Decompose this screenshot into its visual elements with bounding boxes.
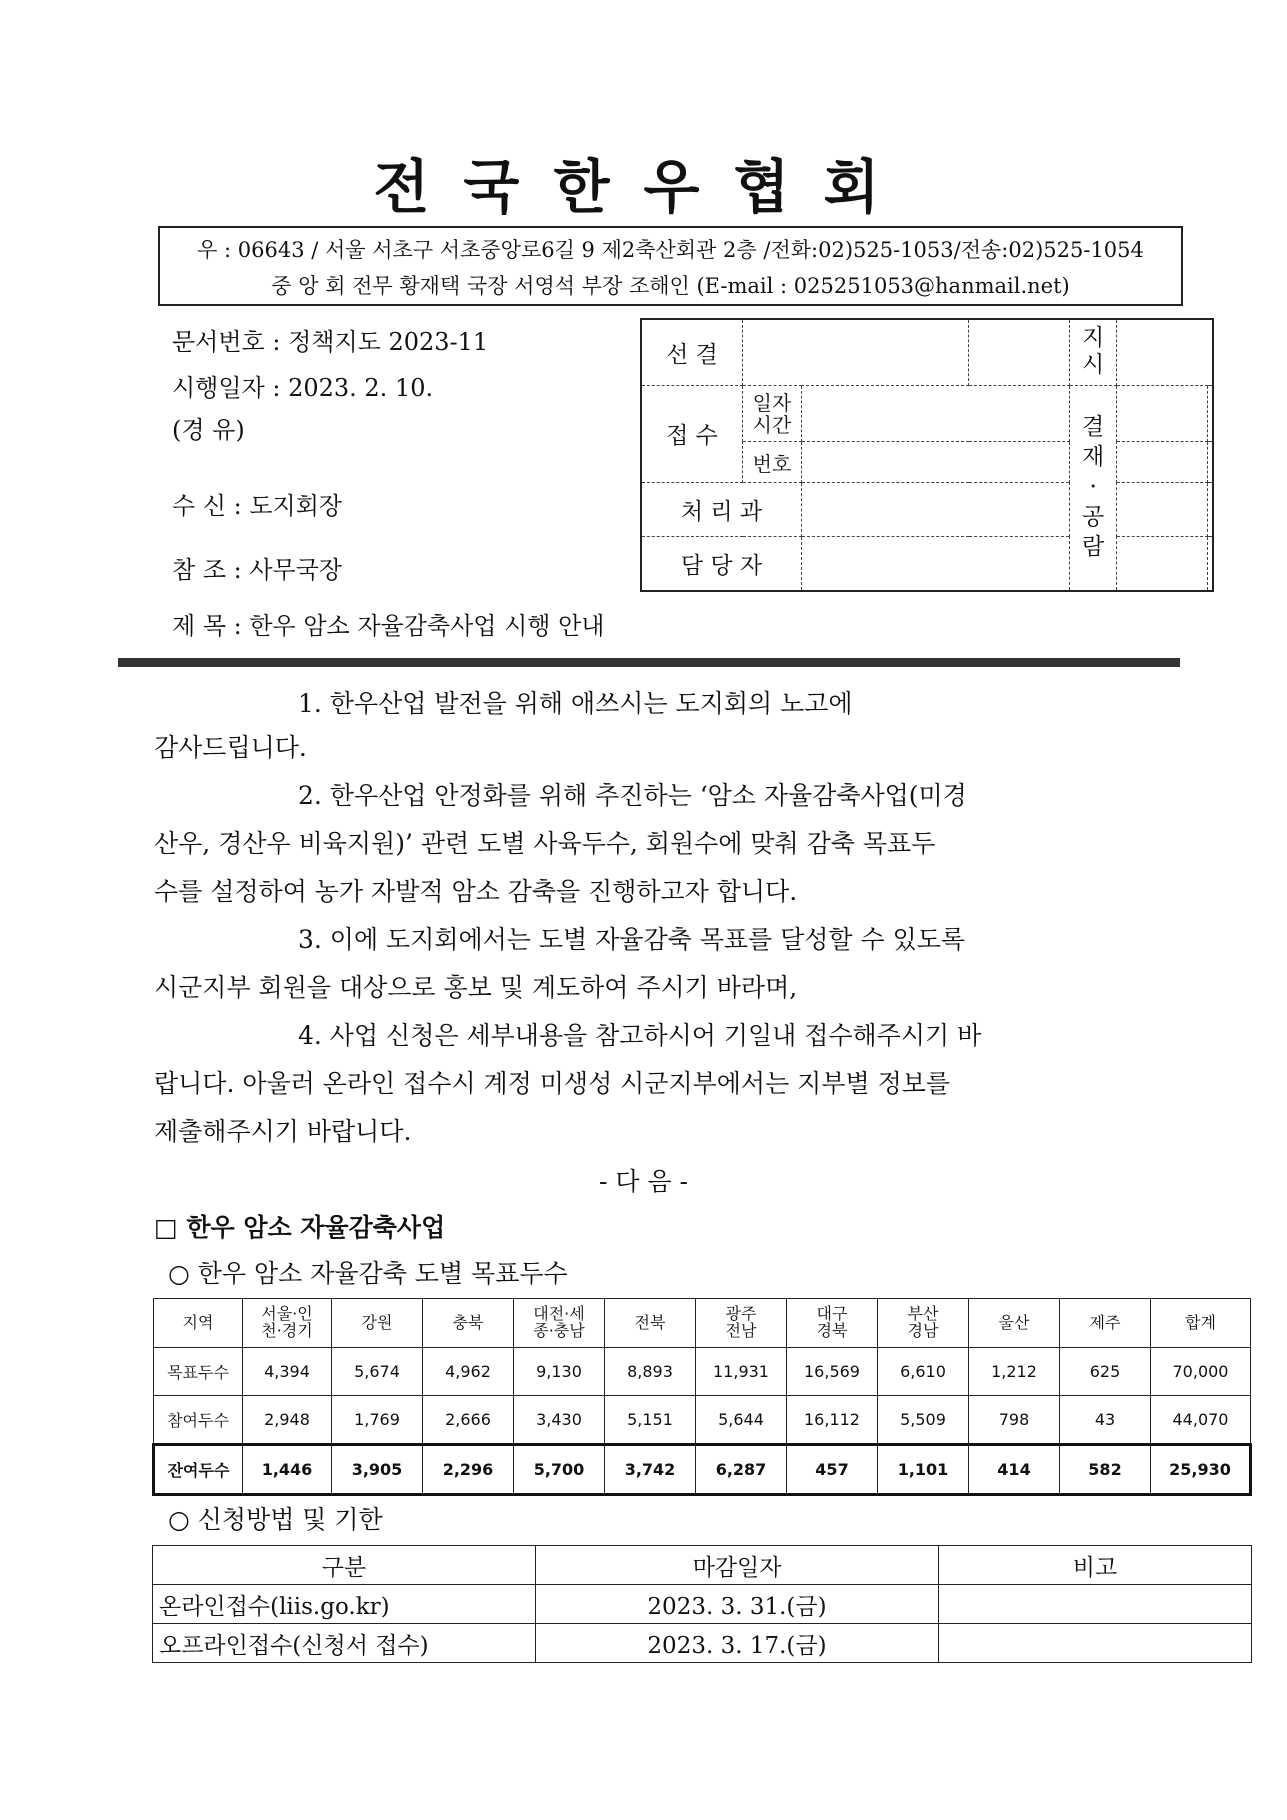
- approval-cell: [1208, 482, 1213, 536]
- table-cell: 1,446: [243, 1445, 332, 1495]
- table-cell: 16,112: [787, 1396, 878, 1445]
- contact-line: 중 앙 회 전무 황재택 국장 서영석 부장 조해인 (E-mail : 025251053@hanmail.net): [271, 274, 1070, 298]
- table-cell: 목표두수: [154, 1348, 243, 1396]
- table-header-cell: 전북: [605, 1299, 696, 1348]
- paragraph-4-line-2: 랍니다. 아울러 온라인 접수시 계정 미생성 시군지부에서는 지부별 정보를: [154, 1069, 951, 1098]
- table-header-cell: 서울·인 천·경기: [243, 1299, 332, 1348]
- issue-date: 시행일자 : 2023. 2. 10.: [172, 374, 434, 402]
- approval-cell: [1117, 442, 1208, 482]
- address-box: [158, 226, 1183, 306]
- table-cell: 2,666: [423, 1396, 514, 1445]
- table-cell: 70,000: [1151, 1348, 1251, 1396]
- table-cell: 온라인접수(liis.go.kr): [153, 1585, 536, 1624]
- table-cell: 5,674: [332, 1348, 423, 1396]
- gyeoljae-label: 결재·공람: [1070, 385, 1117, 591]
- paragraph-2-line-3: 수를 설정하여 농가 자발적 암소 감축을 진행하고자 합니다.: [154, 877, 798, 906]
- table-cell: 798: [969, 1396, 1060, 1445]
- table-header-cell: 지역: [154, 1299, 243, 1348]
- cheorigwa-label: 처 리 과: [641, 482, 802, 536]
- target-table-header-row: [154, 1299, 1251, 1348]
- table-cell: 1,769: [332, 1396, 423, 1445]
- table-cell: 오프라인접수(신청서 접수): [153, 1624, 536, 1663]
- table-cell: 16,569: [787, 1348, 878, 1396]
- table-header-cell: 부산 경남: [878, 1299, 969, 1348]
- paragraph-2-line-1: 2. 한우산업 안정화를 위해 추진하는 ‘암소 자율감축사업(미경: [298, 781, 967, 810]
- table-header-cell: 구분: [153, 1546, 536, 1585]
- approval-cell: [1208, 537, 1213, 591]
- approval-cell: [802, 482, 1070, 536]
- table-header-cell: 제주: [1060, 1299, 1151, 1348]
- table-cell: 3,905: [332, 1445, 423, 1495]
- target-table: [152, 1298, 1252, 1496]
- approval-cell: [743, 319, 969, 385]
- table-cell: 582: [1060, 1445, 1151, 1495]
- table-cell: 4,394: [243, 1348, 332, 1396]
- table-cell: 11,931: [696, 1348, 787, 1396]
- paragraph-4-line-3: 제출해주시기 바랍니다.: [154, 1117, 412, 1146]
- paragraph-4-line-1: 4. 사업 신청은 세부내용을 참고하시어 기일내 접수해주시기 바: [298, 1021, 982, 1050]
- subject: 제 목 : 한우 암소 자율감축사업 시행 안내: [172, 612, 605, 640]
- table-cell: 2023. 3. 31.(금): [536, 1585, 939, 1624]
- approval-cell: [1117, 482, 1208, 536]
- table-cell: 414: [969, 1445, 1060, 1495]
- approval-table: [640, 318, 1214, 592]
- table-cell: 625: [1060, 1348, 1151, 1396]
- approval-cell: [1208, 385, 1213, 441]
- paragraph-1-line-1: 1. 한우산업 발전을 위해 애쓰시는 도지회의 노고에: [298, 689, 853, 718]
- paragraph-1-line-2: 감사드립니다.: [154, 733, 307, 762]
- approval-cell: [802, 442, 1070, 482]
- approval-cell: [969, 319, 1070, 385]
- ilja-sigan-label: 일자 시간: [743, 385, 802, 441]
- jisi-label: 지시: [1070, 319, 1117, 385]
- table-cell: [939, 1585, 1252, 1624]
- table-cell: 457: [787, 1445, 878, 1495]
- table-cell: 3,742: [605, 1445, 696, 1495]
- approval-cell: [1117, 385, 1208, 441]
- seon-gyeol-label: 선 결: [641, 319, 743, 385]
- table-header-cell: 울산: [969, 1299, 1060, 1348]
- divider: [118, 658, 1180, 667]
- via-field: (경 유): [172, 416, 245, 444]
- table-cell: 5,151: [605, 1396, 696, 1445]
- organization-title: 전국한우협회: [373, 153, 914, 221]
- table-cell: 43: [1060, 1396, 1151, 1445]
- table-cell: 1,101: [878, 1445, 969, 1495]
- table-row: [154, 1348, 1251, 1396]
- table-cell: [939, 1624, 1252, 1663]
- paragraph-2-line-2: 산우, 경산우 비육지원)’ 관련 도별 사육두수, 회원수에 맞춰 감축 목표두: [154, 829, 936, 858]
- table-cell: 6,287: [696, 1445, 787, 1495]
- table-header-cell: 합계: [1151, 1299, 1251, 1348]
- table-cell: 25,930: [1151, 1445, 1251, 1495]
- subheading-apply: ○ 신청방법 및 기한: [168, 1505, 383, 1534]
- approval-cell: [1117, 537, 1208, 591]
- reference: 참 조 : 사무국장: [172, 556, 343, 584]
- table-header-cell: 대전·세 종·충남: [514, 1299, 605, 1348]
- table-cell: 5,700: [514, 1445, 605, 1495]
- table-row-remaining: [154, 1445, 1251, 1495]
- apply-table-header-row: [153, 1546, 1252, 1585]
- address-line: 우 : 06643 / 서울 서초구 서초중앙로6길 9 제2축산회관 2층 /전화:02)525-1053/전송:02)525-1054: [197, 238, 1144, 262]
- table-header-cell: 강원: [332, 1299, 423, 1348]
- table-cell: 44,070: [1151, 1396, 1251, 1445]
- table-header-cell: 비고: [939, 1546, 1252, 1585]
- table-header-cell: 충북: [423, 1299, 514, 1348]
- paragraph-3-line-1: 3. 이에 도지회에서는 도별 자율감축 목표를 달성할 수 있도록: [298, 925, 966, 954]
- table-cell: 8,893: [605, 1348, 696, 1396]
- table-cell: 참여두수: [154, 1396, 243, 1445]
- table-cell: 9,130: [514, 1348, 605, 1396]
- table-header-cell: 광주 전남: [696, 1299, 787, 1348]
- table-header-cell: 대구 경북: [787, 1299, 878, 1348]
- table-cell: 5,509: [878, 1396, 969, 1445]
- table-cell: 6,610: [878, 1348, 969, 1396]
- table-cell: 2023. 3. 17.(금): [536, 1624, 939, 1663]
- damdangja-label: 담 당 자: [641, 537, 802, 591]
- section-heading: □ 한우 암소 자율감축사업: [154, 1213, 446, 1242]
- table-cell: 3,430: [514, 1396, 605, 1445]
- apply-table: [152, 1545, 1252, 1663]
- table-header-cell: 마감일자: [536, 1546, 939, 1585]
- subheading-target: ○ 한우 암소 자율감축 도별 목표두수: [168, 1259, 568, 1288]
- jeopsu-label: 접 수: [641, 385, 743, 482]
- table-row: [154, 1396, 1251, 1445]
- table-cell: 5,644: [696, 1396, 787, 1445]
- daum-marker: - 다 음 -: [598, 1167, 689, 1196]
- approval-cell: [1117, 319, 1213, 385]
- approval-cell: [802, 385, 1070, 441]
- table-row: [153, 1624, 1252, 1663]
- table-cell: 2,948: [243, 1396, 332, 1445]
- table-cell: 4,962: [423, 1348, 514, 1396]
- beonho-label: 번호: [743, 442, 802, 482]
- approval-cell: [1208, 442, 1213, 482]
- recipient: 수 신 : 도지회장: [172, 492, 343, 520]
- table-cell: 2,296: [423, 1445, 514, 1495]
- document-number: 문서번호 : 정책지도 2023-11: [172, 328, 489, 356]
- approval-cell: [802, 537, 1070, 591]
- table-row: [153, 1585, 1252, 1624]
- table-cell: 잔여두수: [154, 1445, 243, 1495]
- table-cell: 1,212: [969, 1348, 1060, 1396]
- paragraph-3-line-2: 시군지부 회원을 대상으로 홍보 및 계도하여 주시기 바라며,: [154, 973, 798, 1002]
